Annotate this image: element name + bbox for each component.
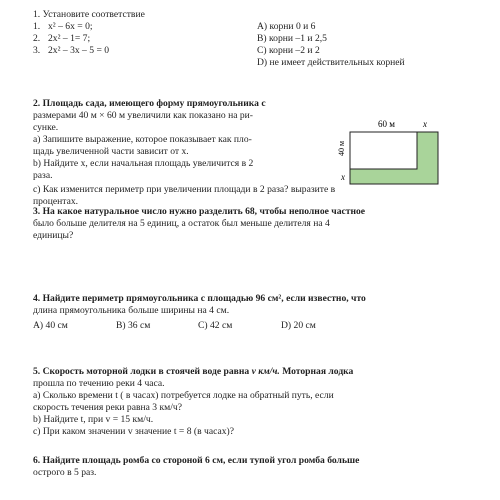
q4-option-d: D) 20 см xyxy=(281,320,316,331)
q2-line-9: процентах. xyxy=(33,196,79,207)
q6-line-1: 6. Найдите площадь ромба со стороной 6 см, если тупой угол ромба больше xyxy=(33,455,360,466)
q5-line-1-a: 5. Скорость моторной лодки в стоячей воде равна xyxy=(33,366,250,377)
q4-line-1: 4. Найдите периметр прямоугольника с площадью 96 см², если известно, что xyxy=(33,293,366,304)
q2-line-4: a) Запишите выражение, которое показывает как пло- xyxy=(33,134,252,145)
q5-line-6: c) При каком значении v значение t = 8 (в часах)? xyxy=(33,426,234,437)
q1-title: 1. Установите соответствие xyxy=(33,9,145,20)
q3-line-2: было больше делителя на 5 единиц, а остаток был меньше делителя на 4 xyxy=(33,218,330,229)
q2-line-1: 2. Площадь сада, имеющего форму прямоугольника с xyxy=(33,98,266,109)
q4-option-a: A) 40 см xyxy=(33,320,68,331)
q1-item-1 xyxy=(33,21,93,33)
q4-line-2: длина прямоугольника больше ширины на 4 см. xyxy=(33,305,230,316)
q2-line-8: c) Как изменится периметр при увеличении площади в 2 раза? выразите в xyxy=(33,184,336,195)
q2-line-2: размерами 40 м × 60 м увеличили как показано на ри- xyxy=(33,110,253,121)
q2-line-6: b) Найдите x, если начальная площадь увеличится в 2 xyxy=(33,158,254,169)
q1-item-3 xyxy=(33,45,109,57)
q2-line-3: сунке. xyxy=(33,122,59,133)
figure-label-40m: 40 м xyxy=(337,140,346,156)
figure-label-x-top: x xyxy=(423,119,427,129)
q1-item-number: 1. xyxy=(33,21,41,32)
q3-line-1: 3. На какое натуральное число нужно разделить 68, чтобы неполное частное xyxy=(33,206,366,217)
q2-line-5: щадь увеличенной части зависит от x. xyxy=(33,146,189,157)
garden-figure xyxy=(338,118,448,192)
q1-item-text: 2x² – 3x – 5 = 0 xyxy=(48,45,110,56)
q1-option-d: D) не имеет действительных корней xyxy=(257,57,405,68)
q1-option-c: C) корни –2 и 2 xyxy=(257,45,320,56)
q1-item-number: 2. xyxy=(33,33,41,44)
q4-option-b: B) 36 см xyxy=(116,320,151,331)
q1-option-b: B) корни –1 и 2,5 xyxy=(257,33,327,44)
q5-line-5: b) Найдите t, при v = 15 км/ч. xyxy=(33,414,154,425)
q5-line-1-c: Моторная лодка xyxy=(282,366,354,377)
original-garden-rect xyxy=(350,132,417,169)
q1-option-a: A) корни 0 и 6 xyxy=(257,21,316,32)
q1-item-text: x² – 6x = 0; xyxy=(48,21,93,32)
figure-label-60m: 60 м xyxy=(378,119,395,129)
figure-label-x-side: x xyxy=(341,172,345,182)
q5-line-2: прошла по течению реки 4 часа. xyxy=(33,378,165,389)
q1-item-text: 2x² – 1= 7; xyxy=(48,33,91,44)
q6-line-2: острого в 5 раз. xyxy=(33,467,97,478)
q2-line-7: раза. xyxy=(33,170,53,181)
q1-item-number: 3. xyxy=(33,45,41,56)
q5-line-3: a) Сколько времени t ( в часах) потребуется лодке на обратный путь, если xyxy=(33,390,334,401)
q1-item-2 xyxy=(33,33,90,45)
q4-option-c: C) 42 см xyxy=(198,320,233,331)
q5-speed-unit: v км/ч. xyxy=(251,366,280,377)
q5-line-1 xyxy=(33,366,353,378)
q5-line-4: скорость течения реки равна 3 км/ч? xyxy=(33,402,182,413)
q3-line-3: единицы? xyxy=(33,230,74,241)
